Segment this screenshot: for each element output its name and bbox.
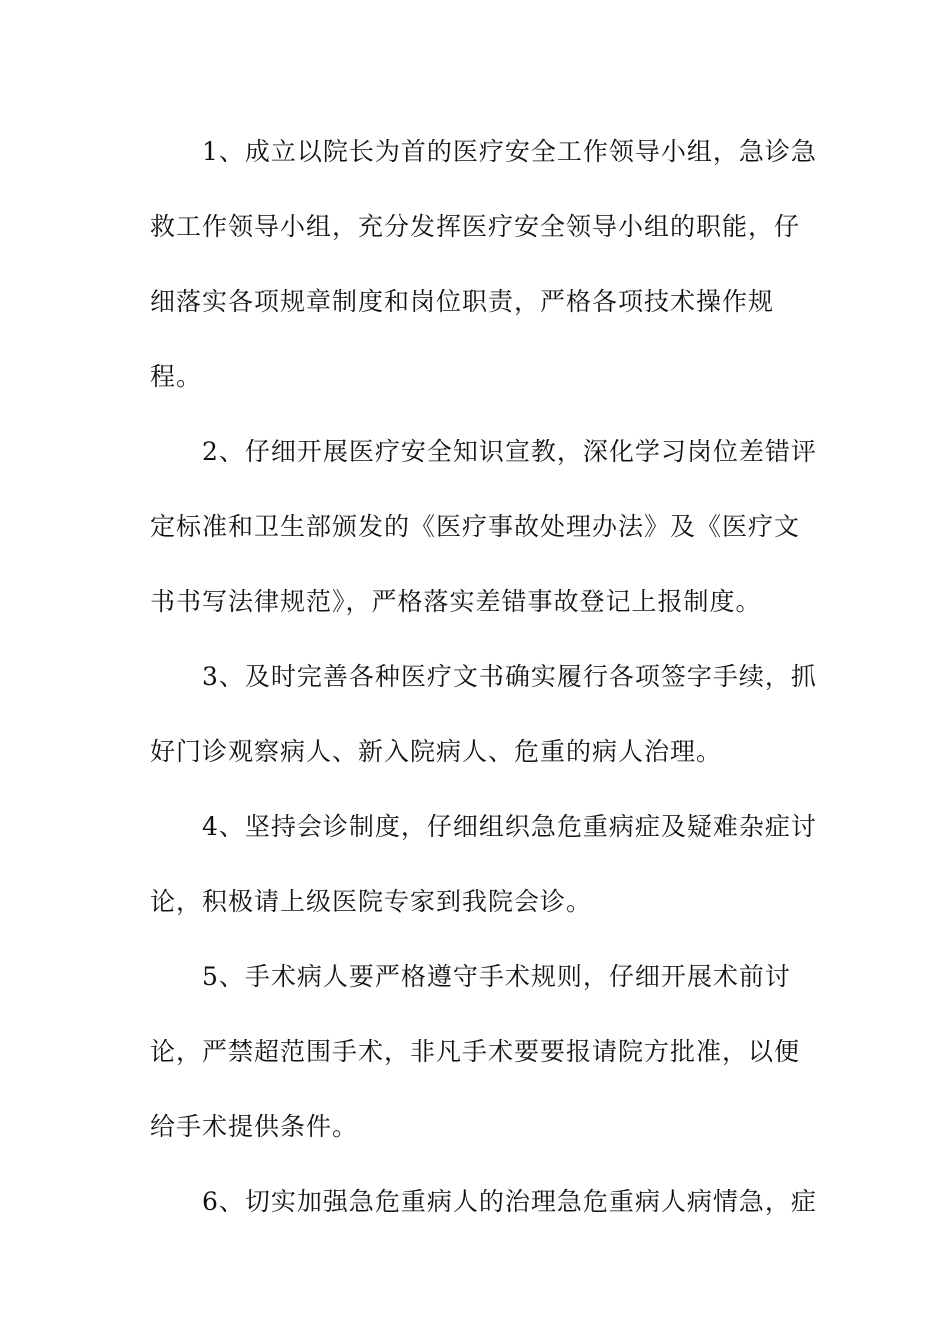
paragraph-1-line-4: 程。: [150, 362, 203, 391]
paragraph-2-line-2: 定标准和卫生部颁发的《医疗事故处理办法》及《医疗文: [150, 512, 801, 541]
paragraph-5-line-3: 给手术提供条件。: [150, 1112, 359, 1141]
paragraph-3-line-2: 好门诊观察病人、新入院病人、危重的病人治理。: [150, 737, 723, 766]
paragraph-2-line-3: 书书写法律规范》，严格落实差错事故登记上报制度。: [150, 587, 762, 616]
paragraph-5-line-1: 5、手术病人要严格遵守手术规则，仔细开展术前讨: [202, 962, 791, 991]
paragraph-2-line-1: 2、仔细开展医疗安全知识宣教，深化学习岗位差错评: [202, 437, 817, 466]
paragraph-5-line-2: 论，严禁超范围手术，非凡手术要要报请院方批准，以便: [150, 1037, 801, 1066]
paragraph-6-line-1: 6、切实加强急危重病人的治理急危重病人病情急，症: [202, 1187, 817, 1216]
paragraph-1-line-3: 细落实各项规章制度和岗位职责，严格各项技术操作规: [150, 287, 775, 316]
paragraph-1-line-1: 1、成立以院长为首的医疗安全工作领导小组，急诊急: [202, 137, 817, 166]
paragraph-3-line-1: 3、及时完善各种医疗文书确实履行各项签字手续，抓: [202, 662, 817, 691]
paragraph-4-line-1: 4、坚持会诊制度，仔细组织急危重病症及疑难杂症讨: [202, 812, 817, 841]
paragraph-4-line-2: 论，积极请上级医院专家到我院会诊。: [150, 887, 593, 916]
paragraph-1-line-2: 救工作领导小组，充分发挥医疗安全领导小组的职能，仔: [150, 212, 801, 241]
